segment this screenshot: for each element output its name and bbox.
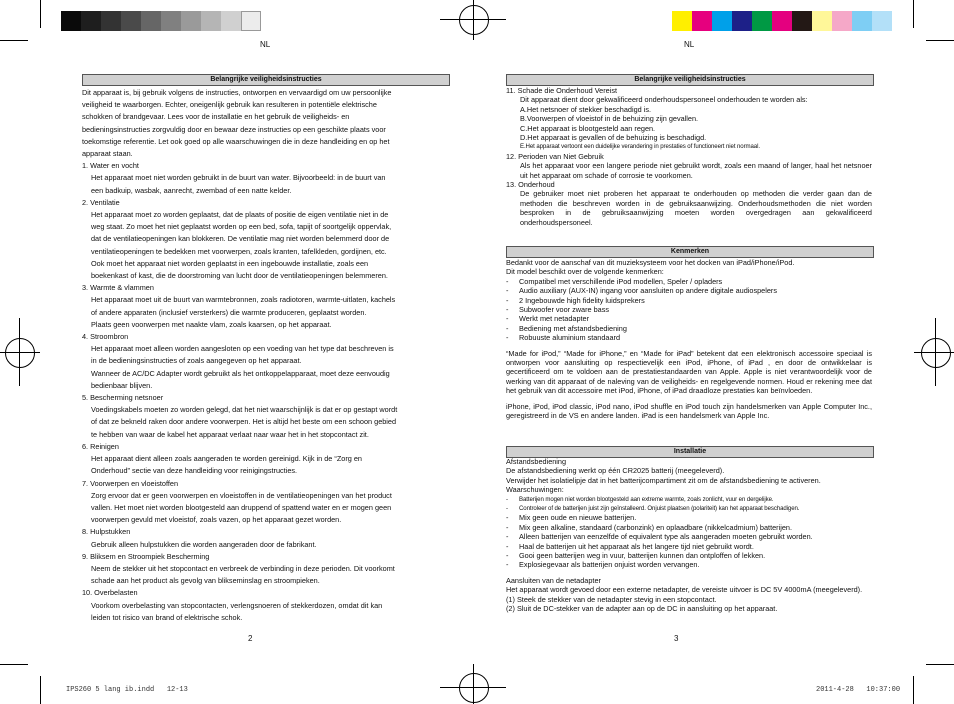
list-item: [506, 305, 872, 314]
date-slug: 2011-4-28 10:37:00: [816, 686, 901, 694]
bullet-dash: -: [506, 513, 509, 523]
crop-mark: [0, 40, 28, 41]
gray-swatch: [241, 11, 261, 31]
remote-line: De afstandsbediening werkt op één CR2025 batterij (meegeleverd).: [506, 466, 725, 476]
left-column: [82, 87, 450, 624]
list-item-text: 2 Ingebouwde high fidelity luidsprekers: [519, 295, 645, 305]
gray-swatch: [81, 11, 101, 31]
intro-line: bedieningsinstructies zorgvuldig door en bewaar deze instructies op een geschikte plaats voor: [82, 124, 386, 134]
item-title: 6. Reinigen: [82, 441, 119, 451]
list-item: [506, 542, 874, 551]
item-line: Ook moet het apparaat niet worden geplaatst in een ingebouwde installatie, zoals een: [91, 258, 369, 268]
crop-mark: [40, 0, 41, 28]
list-item: [506, 314, 872, 323]
list-item: [506, 513, 874, 522]
registration-mark: [914, 352, 954, 353]
page-number: 3: [674, 634, 679, 643]
crop-mark: [926, 664, 954, 665]
gray-swatch: [121, 11, 141, 31]
trademark-paragraph: iPhone, iPod, iPod classic, iPod nano, iPod shuffle en iPod touch zijn handelsmerken van Apple Computer Inc., geregistreerd in de VS en andere landen. iPad is een handelsmerk van Apple Inc.: [506, 401, 872, 421]
item-line: Het apparaat moet alleen worden aangesloten op een voeding van het type dat beschreven is: [91, 344, 394, 354]
item-line: D.Het apparaat is gevallen of de behuizing is beschadigd.: [520, 133, 707, 143]
right-column: [506, 86, 872, 227]
color-swatch: [672, 11, 692, 31]
list-item: [506, 324, 872, 333]
bullet-dash: -: [506, 333, 509, 343]
registration-mark: [5, 338, 35, 368]
safety-item: [82, 551, 450, 588]
list-item: [506, 551, 874, 560]
item-line: Het apparaat moet uit de buurt van warmtebronnen, zoals radiotoren, warmte-uitlaten, kachels: [91, 295, 396, 305]
item-title: 10. Overbelasten: [82, 588, 138, 598]
list-item-text: Alleen batterijen van eenzelfde of equivalent type als aangeraden moeten gebruikt worden.: [519, 532, 813, 542]
intro-line: veiligheid te waarborgen. Echter, oneigenlijk gebruik kan resulteren in potentiële elektrische: [82, 100, 377, 110]
item-line: weg staat. Zo moet het niet geplaatst worden op een bed, sofa, tapijt of soortgelijk oppervlak,: [91, 222, 392, 232]
crop-mark: [913, 676, 914, 704]
bullet-dash: -: [506, 505, 508, 513]
item-line: Zorg ervoor dat er geen voorwerpen en vloeistoffen in de ventilatieopeningen van het product: [91, 490, 392, 500]
registration-mark: [19, 318, 20, 386]
item-title: 11. Schade die Onderhoud Vereist: [506, 86, 618, 95]
bullet-dash: -: [506, 495, 508, 503]
installation-header: Installatie: [506, 446, 874, 458]
item-title: 2. Ventilatie: [82, 197, 120, 207]
gray-swatch: [101, 11, 121, 31]
features-list: [506, 277, 872, 343]
color-swatch: [732, 11, 752, 31]
safety-item: [82, 478, 450, 527]
bullet-dash: -: [506, 532, 509, 542]
item-line: dat de ventilatieopeningen kan blokkeren. De ventilatie mag niet worden belemmerd door de: [91, 234, 390, 244]
color-swatch: [852, 11, 872, 31]
item-line: voorwerpen gevuld met vloeistof, zoals vazen, op het apparaat gezet worden.: [91, 515, 342, 525]
item-line: te hebben van waar de kabel het apparaat verlaat naar waar het in het stopcontact zit.: [91, 429, 369, 439]
item-body: De gebruiker moet niet proberen het apparaat te onderhouden op methoden die verder gaan dan de methoden die beschreven worden in de gebruiksaanwijzing. Onderhoudsmethoden die niet worden besproken in de gebruiksaanwijzing moeten worden overgedragen aan gekwalificeerd onderhoudspersoneel.: [520, 189, 872, 227]
item-line: Voorkom overbelasting van stopcontacten, verlengsnoeren of stekkerdozen, omdat dit kan: [91, 600, 383, 610]
item-body: Als het apparaat voor een langere periode niet gebruikt wordt, zoals een maand of langer, haal het netsnoer uit het apparaat om schade of corrosie te voorkomen.: [520, 161, 872, 180]
features-intro: Dit model beschikt over de volgende kenmerken:: [506, 267, 664, 277]
right-language-label: NL: [684, 40, 695, 49]
list-item: [506, 560, 874, 569]
left-language-label: NL: [260, 40, 271, 49]
bullet-dash: -: [506, 286, 509, 296]
item-line: of dat ze bekneld raken door andere voorwerpen. Het is altijd het beste om een schoon gebied: [91, 417, 397, 427]
bullet-dash: -: [506, 314, 509, 324]
list-item-text: Controleer of de batterijen juist zijn geïnstalleerd. Onjuist plaatsen (polariteit) kan het apparaat beschadigen.: [519, 505, 800, 513]
item-line: Het apparaat dient alleen zoals aangeraden te worden gereinigd. Kijk in de “Zorg en: [91, 454, 362, 464]
item-line: leiden tot risico van brand of elektrische schok.: [91, 612, 243, 622]
item-line: A.Het netsnoer of stekker beschadigd is.: [520, 104, 652, 114]
item-title: 13. Onderhoud: [506, 180, 555, 190]
adapter-step: (1) Steek de stekker van de netadapter stevig in een stopcontact.: [506, 594, 717, 604]
safety-item: [82, 160, 450, 197]
registration-mark: [440, 687, 506, 688]
installation-section: [506, 457, 874, 614]
item-line: Gebruik alleen hulpstukken die worden aangeraden door de fabrikant.: [91, 539, 317, 549]
page-number: 2: [248, 634, 253, 643]
list-item-text: Haal de batterijen uit het apparaat als het langere tijd niet gebruikt wordt.: [519, 541, 754, 551]
safety-item: [82, 197, 450, 282]
bullet-dash: -: [506, 551, 509, 561]
remote-line: Verwijder het isolatielipje dat in het batterijcompartiment zit om de afstandsbediening te activeren.: [506, 475, 821, 485]
bullet-dash: -: [506, 323, 509, 333]
gray-swatch: [181, 11, 201, 31]
list-item-text: Bediening met afstandsbediening: [519, 323, 627, 333]
item-line: Neem de stekker uit het stopcontact en verbreek de verbinding in deze perioden. Dit voorkomt: [91, 563, 395, 573]
item-line: Het apparaat moet niet worden gebruikt in de buurt van water. Bijvoorbeeld: in de buurt van: [91, 173, 386, 183]
remote-title: Afstandsbediening: [506, 457, 567, 466]
gray-swatch: [61, 11, 81, 31]
crop-mark: [0, 664, 28, 665]
bullet-dash: -: [506, 560, 509, 570]
list-item-text: Mix geen alkaline, standaard (carbonzink) en oplaadbare (nikkelcadmium) batterijen.: [519, 522, 792, 532]
item-title: 5. Bescherming netsnoer: [82, 393, 164, 403]
color-swatch: [872, 11, 892, 31]
item-line: in de bedieningsinstructies of zoals aangegeven op het apparaat.: [91, 356, 302, 366]
item-line: ventilatieopeningen te bedekken met voorwerpen, zoals kranten, tafelkleden, gordijnen, etc.: [91, 246, 387, 256]
warnings-title: Waarschuwingen:: [506, 485, 564, 495]
item-title: 3. Warmte & vlammen: [82, 283, 154, 293]
registration-mark: [473, 0, 474, 40]
item-body: [506, 95, 872, 142]
list-item-text: Robuuste aluminium standaard: [519, 333, 620, 343]
list-item: [506, 333, 872, 342]
list-item-text: Subwoofer voor zware bass: [519, 305, 610, 315]
adapter-text: Het apparaat wordt gevoed door een externe netadapter, de vereiste uitvoer is DC 5V 4000mA (meegeleverd).: [506, 585, 863, 595]
adapter-title: Aansluiten van de netadapter: [506, 575, 601, 585]
list-item: [506, 532, 874, 541]
item-line: Plaats geen voorwerpen met naakte vlam, zoals kaarsen, op het apparaat.: [91, 319, 332, 329]
intro-paragraph: [82, 87, 450, 160]
list-item: [506, 504, 874, 513]
crop-mark: [40, 676, 41, 704]
item-line: Voedingskabels moeten zo worden gelegd, dat het niet waarschijnlijk is dat er op gestapt wordt: [91, 405, 398, 415]
bullet-dash: -: [506, 305, 509, 315]
registration-mark: [921, 338, 951, 368]
features-header: Kenmerken: [506, 246, 874, 258]
item-title: 9. Bliksem en Stroompiek Bescherming: [82, 551, 210, 561]
registration-mark: [459, 673, 489, 703]
right-section-header: Belangrijke veiligheidsinstructies: [506, 74, 874, 86]
list-item: [506, 523, 874, 532]
item-title: 4. Stroombron: [82, 332, 129, 342]
list-item-text: Mix geen oude en nieuwe batterijen.: [519, 513, 637, 523]
item-line: vallen. Het moet niet worden blootgesteld aan druppend of spattend water en er mogen geen: [91, 502, 392, 512]
gray-swatch: [201, 11, 221, 31]
intro-line: toekomstige referentie. Let ook goed op alle waarschuwingen die in deze handleiding en op het: [82, 136, 390, 146]
color-swatch: [692, 11, 712, 31]
features-intro: Bedankt voor de aanschaf van dit muzieksysteem voor het docken van iPad/iPhone/iPod.: [506, 258, 795, 267]
safety-item: [82, 392, 450, 441]
features-section: [506, 258, 872, 421]
list-item-text: Werkt met netadapter: [519, 314, 590, 324]
gray-swatch: [221, 11, 241, 31]
item-title: 8. Hulpstukken: [82, 527, 131, 537]
crop-mark: [913, 0, 914, 28]
list-item-text: Gooi geen batterijen weg in vuur, batterijen kunnen dan ontploffen of lekken.: [519, 551, 766, 561]
list-item-text: Audio auxiliary (AUX-IN) ingang voor aansluiten op andere digitale audiospelers: [519, 286, 777, 296]
color-swatch: [832, 11, 852, 31]
adapter-step: (2) Sluit de DC-stekker van de adapter aan op de DC in aansluiting op het apparaat.: [506, 604, 778, 614]
safety-item: [82, 441, 450, 478]
registration-mark: [440, 19, 506, 20]
item-title: 7. Voorwerpen en vloeistoffen: [82, 478, 179, 488]
registration-mark: [935, 318, 936, 386]
color-swatch: [812, 11, 832, 31]
list-item-text: Batterijen mogen niet worden blootgesteld aan extreme warmte, zoals zonlicht, vuur en dergelijke.: [519, 495, 774, 503]
crop-mark: [926, 40, 954, 41]
item-line: boekenkast of kast, die de doorstroming van lucht door de ventilatieopeningen belemmeren.: [91, 271, 388, 281]
item-line: bedienbaar blijven.: [91, 380, 153, 390]
bullet-dash: -: [506, 295, 509, 305]
intro-line: apparaat staan.: [82, 149, 133, 159]
list-item-text: Compatibel met verschillende iPod modellen, Speler / opladers: [519, 276, 723, 286]
list-item: [506, 495, 874, 504]
color-swatch: [752, 11, 772, 31]
list-item-text: Explosiegevaar als batterijen onjuist worden vervangen.: [519, 560, 700, 570]
warnings-list-small: [506, 495, 874, 514]
list-item: [506, 277, 872, 286]
file-slug: IPS260 5 lang ib.indd 12-13: [66, 686, 188, 694]
registration-mark: [459, 5, 489, 35]
safety-item: [82, 587, 450, 624]
bullet-dash: -: [506, 276, 509, 286]
safety-item: [82, 526, 450, 550]
safety-item: [82, 331, 450, 392]
item-line: Wanneer de AC/DC Adapter wordt gebruikt als het ontkoppelapparaat, moet deze eenvoudig: [91, 368, 390, 378]
intro-line: schokken of brandgevaar. Lees voor de installatie en het gebruik de veiligheids- en: [82, 112, 350, 122]
left-section-header: Belangrijke veiligheidsinstructies: [82, 74, 450, 86]
item-line: of andere apparaten (inclusief versterkers) die warmte produceren, geplaatst worden.: [91, 307, 367, 317]
item-line: een badkuip, wasbak, aanrecht, zwembad of een natte kelder.: [91, 185, 292, 195]
registration-mark: [473, 664, 474, 704]
intro-line: Dit apparaat is, bij gebruik volgens de instructies, ontworpen en vervaardigd om uw persoonlijke: [82, 88, 392, 97]
made-for-paragraph: “Made for iPod,” “Made for iPhone,” en “Made for iPad” betekent dat een elektronisch accessoire speciaal is ontworpen voor aansluiting op respectievelijk een iPod, iPhone, of iPad , en door de ontwikkelaar is gecertificeerd om te voldoen aan de prestatiestandaarden van Apple. Apple is niet verantwoordelijk voor de werking van dit apparaat of de naleving van de veiligheids- en regelgevende normen. Houd er rekening mee dat het gebruik van dit accessoire met iPod, iPhone, of iPad draadloze prestaties kan beïnvloeden.: [506, 348, 872, 396]
item-line: Onderhoud” sectie van deze handleiding voor reinigingstructies.: [91, 466, 298, 476]
bullet-dash: -: [506, 522, 509, 532]
item-line: Het apparaat moet zo worden geplaatst, dat de plaats of positie de eigen ventilatie niet in de: [91, 210, 389, 220]
safety-items-list: [82, 160, 450, 624]
gray-swatch: [161, 11, 181, 31]
color-swatch: [792, 11, 812, 31]
item-line: B.Voorwerpen of vloeistof in de behuizing zijn gevallen.: [520, 114, 699, 124]
item-line: Dit apparaat dient door gekwalificeerd onderhoudspersoneel onderhouden te worden als:: [520, 95, 808, 105]
item-line: schade aan het product als gevolg van blikseminslag en stroompieken.: [91, 576, 320, 586]
safety-item: [82, 282, 450, 331]
item-line: E.Het apparaat vertoont een duidelijke verandering in prestaties of functioneert niet normaal.: [520, 143, 760, 151]
list-item: [506, 286, 872, 295]
bullet-dash: -: [506, 541, 509, 551]
item-line: C.Het apparaat is blootgesteld aan regen.: [520, 123, 656, 133]
color-swatch: [772, 11, 792, 31]
color-swatch: [712, 11, 732, 31]
warnings-list: [506, 513, 874, 569]
item-title: 12. Perioden van Niet Gebruik: [506, 151, 604, 161]
registration-mark: [0, 352, 40, 353]
item-title: 1. Water en vocht: [82, 161, 139, 171]
gray-swatch: [141, 11, 161, 31]
list-item: [506, 296, 872, 305]
